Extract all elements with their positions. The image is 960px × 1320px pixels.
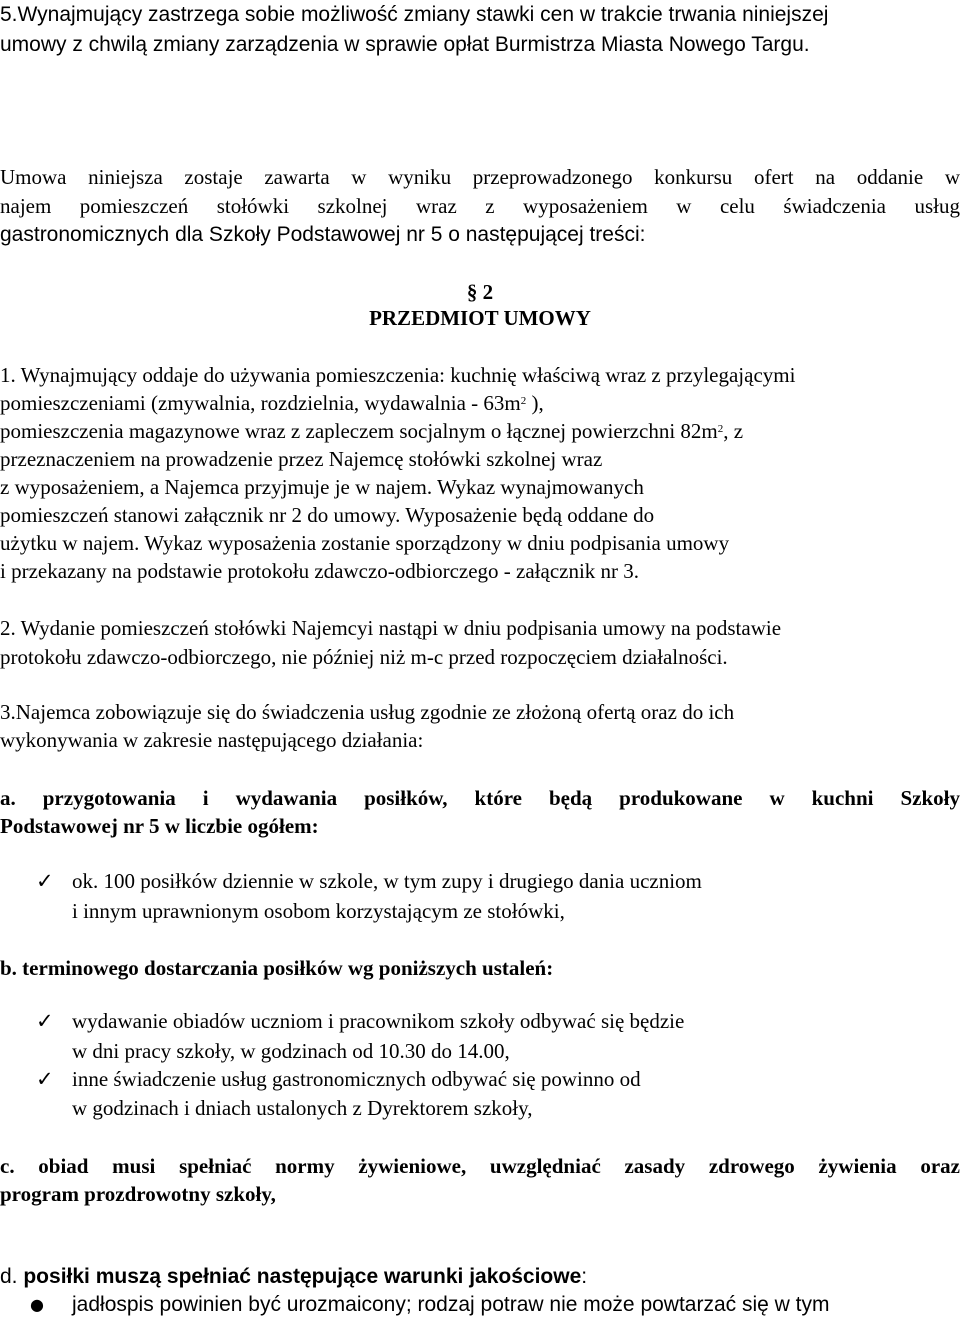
paragraph-5-line-1: 5.Wynajmujący zastrzega sobie możliwość zmiany stawki cen w trakcie trwania niniejszej — [0, 3, 829, 26]
section-number: § 2 — [466, 280, 494, 304]
point-c-line-1: c. obiad musi spełniać normy żywieniowe, uwzględniać zasady zdrowego żywienia oraz — [0, 1154, 960, 1178]
paragraph-5-line-2: umowy z chwilą zmiany zarządzenia w sprawie opłat Burmistrza Miasta Nowego Targu. — [0, 33, 810, 56]
item-1-line-4: przeznaczeniem na prowadzenie przez Najemcę stołówki szkolnej wraz — [0, 447, 603, 471]
item-1-line-7: użytku w najem. Wykaz wyposażenia zostanie sporządzony w dniu podpisania umowy — [0, 531, 730, 555]
point-d-title: posiłki muszą spełniać następujące warunki jakościowe — [23, 1265, 582, 1288]
point-b-item-1-line-1: wydawanie obiadów uczniom i pracownikom szkoły odbywać się będzie — [72, 1009, 685, 1033]
point-c-line-2: program prozdrowotny szkoły, — [0, 1182, 276, 1206]
point-b-item-2-line-1: inne świadczenie usług gastronomicznych odbywać się powinno od — [72, 1067, 641, 1091]
intro-line-1: Umowa niniejsza zostaje zawarta w wyniku przeprowadzonego konkursu ofert na oddanie w — [0, 165, 960, 189]
item-1-line-2 — [0, 390, 544, 420]
point-d-suffix: : — [581, 1265, 588, 1288]
superscript: 2 — [520, 395, 527, 407]
item-1-line-5: z wyposażeniem, a Najemca przyjmuje je w najem. Wykaz wynajmowanych — [0, 475, 644, 499]
item-2-line-1: 2. Wydanie pomieszczeń stołówki Najemcyi nastąpi w dniu podpisania umowy na podstawie — [0, 616, 782, 640]
item-1-line-2-text: pomieszczeniami (zmywalnia, rozdzielnia, wydawalnia - 63m — [0, 391, 521, 415]
point-a-line-2: Podstawowej nr 5 w liczbie ogółem: — [0, 814, 319, 838]
checkmark-icon: ✓ — [36, 1009, 54, 1033]
point-b-item-2-line-2: w godzinach i dniach ustalonych z Dyrektorem szkoły, — [72, 1096, 533, 1120]
checkmark-icon: ✓ — [36, 1067, 54, 1091]
item-1-line-3-end: , z — [723, 419, 744, 443]
checkmark-icon: ✓ — [36, 869, 54, 893]
bullet-icon: ● — [30, 1295, 44, 1314]
item-2-line-2: protokołu zdawczo-odbiorczego, nie później niż m-c przed rozpoczęciem działalności. — [0, 645, 728, 669]
item-1-line-1: 1. Wynajmujący oddaje do używania pomieszczenia: kuchnię właściwą wraz z przylegającymi — [0, 363, 796, 387]
point-b-item-1-line-2: w dni pracy szkoły, w godzinach od 10.30 do 14.00, — [72, 1039, 510, 1063]
section-title: PRZEDMIOT UMOWY — [369, 306, 591, 330]
item-1-line-6: pomieszczeń stanowi załącznik nr 2 do umowy. Wyposażenie będą oddane do — [0, 503, 655, 527]
point-d-heading — [0, 1264, 587, 1290]
intro-line-2: najem pomieszczeń stołówki szkolnej wraz z wyposażeniem w celu świadczenia usług — [0, 194, 960, 218]
superscript: 2 — [717, 423, 724, 435]
item-1-line-3 — [0, 418, 743, 448]
point-a-line-1: a. przygotowania i wydawania posiłków, które będą produkowane w kuchni Szkoły — [0, 786, 960, 810]
point-a-item-line-1: ok. 100 posiłków dziennie w szkole, w tym zupy i drugiego dania uczniom — [72, 869, 702, 893]
item-3-line-1: 3.Najemca zobowiązuje się do świadczenia usług zgodnie ze złożoną ofertą oraz do ich — [0, 700, 735, 724]
point-a-item-line-2: i innym uprawnionym osobom korzystającym ze stołówki, — [72, 899, 565, 923]
item-1-line-8: i przekazany na podstawie protokołu zdawczo-odbiorczego - załącznik nr 3. — [0, 559, 640, 583]
intro-line-3: gastronomicznych dla Szkoły Podstawowej nr 5 o następującej treści: — [0, 223, 646, 246]
point-d-prefix: d. — [0, 1265, 24, 1288]
item-1-line-3-text: pomieszczenia magazynowe wraz z zapleczem socjalnym o łącznej powierzchni 82m — [0, 419, 718, 443]
item-3-line-2: wykonywania w zakresie następującego działania: — [0, 728, 424, 752]
point-b-line-1: b. terminowego dostarczania posiłków wg poniższych ustaleń: — [0, 956, 554, 980]
point-d-item-1: jadłospis powinien być urozmaicony; rodzaj potraw nie może powtarzać się w tym — [72, 1293, 830, 1316]
item-1-line-2-end: ), — [526, 391, 544, 415]
